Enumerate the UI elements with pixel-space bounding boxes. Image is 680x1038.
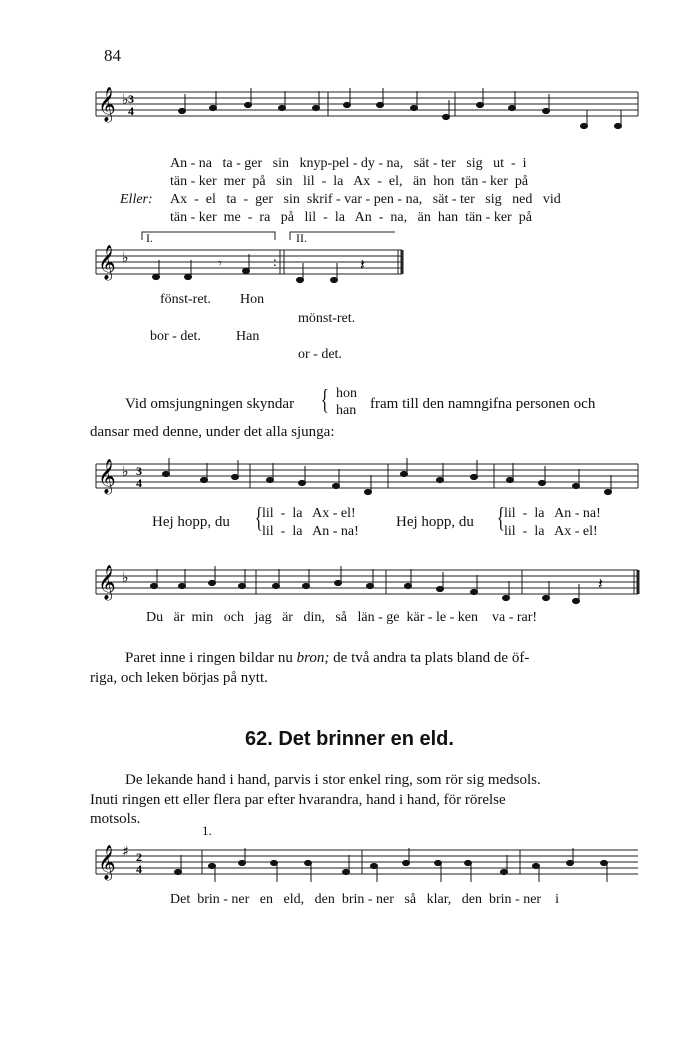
para2-line2: riga, och leken börjas på nytt. <box>90 670 268 686</box>
svg-text:𝄞: 𝄞 <box>98 245 116 280</box>
word-fonstret: fönst-ret. <box>160 292 211 307</box>
system3-left-intro: Hej hopp, du <box>152 514 230 530</box>
svg-text:3: 3 <box>128 92 134 106</box>
system3-right-b: lil - la Ax - el! <box>504 524 598 539</box>
svg-text:𝄽: 𝄽 <box>360 257 365 274</box>
svg-text:𝄾: 𝄾 <box>218 257 222 272</box>
music-staff-2 <box>90 228 420 298</box>
para1-opt-hon: hon <box>336 386 357 401</box>
volta-1: I. <box>146 231 153 245</box>
svg-text:4: 4 <box>136 476 142 490</box>
para1-after: fram till den namngifna personen och <box>370 396 596 412</box>
svg-text:♭: ♭ <box>122 464 129 480</box>
svg-text:♭: ♭ <box>122 92 129 108</box>
word-bordet: bor - det. <box>150 329 201 344</box>
para2-start: Paret inne i ringen bildar nu <box>125 650 297 666</box>
para3-line1: De lekande hand i hand, parvis i stor enkel ring, som rör sig medsols. <box>125 772 541 788</box>
section-title: 62. Det brinner en eld. <box>245 728 454 750</box>
system3-right-intro: Hej hopp, du <box>396 514 474 530</box>
music-staff-4 <box>90 562 642 612</box>
system4-lyric: Du är min och jag är din, så län - ge kär - le - ken va - rar! <box>146 610 538 625</box>
svg-text:4: 4 <box>136 862 142 876</box>
svg-text:𝄞: 𝄞 <box>98 459 116 494</box>
svg-text:4: 4 <box>128 104 134 118</box>
page-number: 84 <box>104 46 121 65</box>
para1-before: Vid omsjungningen skyndar <box>125 396 295 412</box>
para1-opt-han: han <box>336 403 357 418</box>
word-monstret: mönst-ret. <box>298 311 356 326</box>
brace-icon: { <box>320 385 329 416</box>
lyric-line-2: tän - ker mer på sin lil - la Ax - el, än hon tän - ker på <box>170 174 529 189</box>
svg-text:𝄽: 𝄽 <box>598 576 603 593</box>
lyric-line-1: An - na ta - ger sin knyp-pel - dy - na, sät - ter sig ut - i <box>170 156 527 171</box>
svg-text::: : <box>273 255 277 270</box>
word-ordet: or - det. <box>298 347 342 362</box>
lyric-label-eller: Eller: <box>120 192 153 207</box>
system3-left-a: lil - la Ax - el! <box>262 506 356 521</box>
lyric-line-4: tän - ker me - ra på lil - la An - na, än han tän - ker på <box>170 210 532 225</box>
para2-line1 <box>125 650 529 667</box>
system5-lyric: Det brin - ner en eld, den brin - ner så klar, den brin - ner i <box>170 892 559 907</box>
para2-italic: bron; <box>296 650 330 666</box>
svg-text:♯: ♯ <box>122 844 129 860</box>
system3-right-a: lil - la An - na! <box>504 506 601 521</box>
system3-left-b: lil - la An - na! <box>262 524 359 539</box>
svg-text:3: 3 <box>136 464 142 478</box>
system5-marker: 1. <box>202 823 212 838</box>
word-hon: Hon <box>240 292 265 307</box>
svg-text:𝄞: 𝄞 <box>98 565 116 600</box>
svg-text:♭: ♭ <box>122 250 129 266</box>
svg-text:𝄞: 𝄞 <box>98 845 116 880</box>
music-staff-1 <box>90 84 642 154</box>
para3-line2: Inuti ringen ett eller flera par efter hvarandra, hand i hand, för rörelse <box>90 792 506 808</box>
music-staff-3 <box>90 456 642 506</box>
para3-line3: motsols. <box>90 811 141 827</box>
word-han: Han <box>236 329 260 344</box>
lyric-line-3: Ax - el ta - ger sin skrif - var - pen - na, sät - ter sig ned vid <box>170 192 561 207</box>
svg-text:𝄞: 𝄞 <box>98 87 116 122</box>
svg-text:2: 2 <box>136 850 142 864</box>
para2-end: de två andra ta plats bland de öf- <box>329 650 530 666</box>
brace-left-icon: { <box>254 503 263 534</box>
para1-line2: dansar med denne, under det alla sjunga: <box>90 424 335 440</box>
brace-right-icon: { <box>496 503 505 534</box>
music-staff-5 <box>90 842 642 892</box>
svg-text:♭: ♭ <box>122 570 129 586</box>
volta-2: II. <box>296 231 307 245</box>
